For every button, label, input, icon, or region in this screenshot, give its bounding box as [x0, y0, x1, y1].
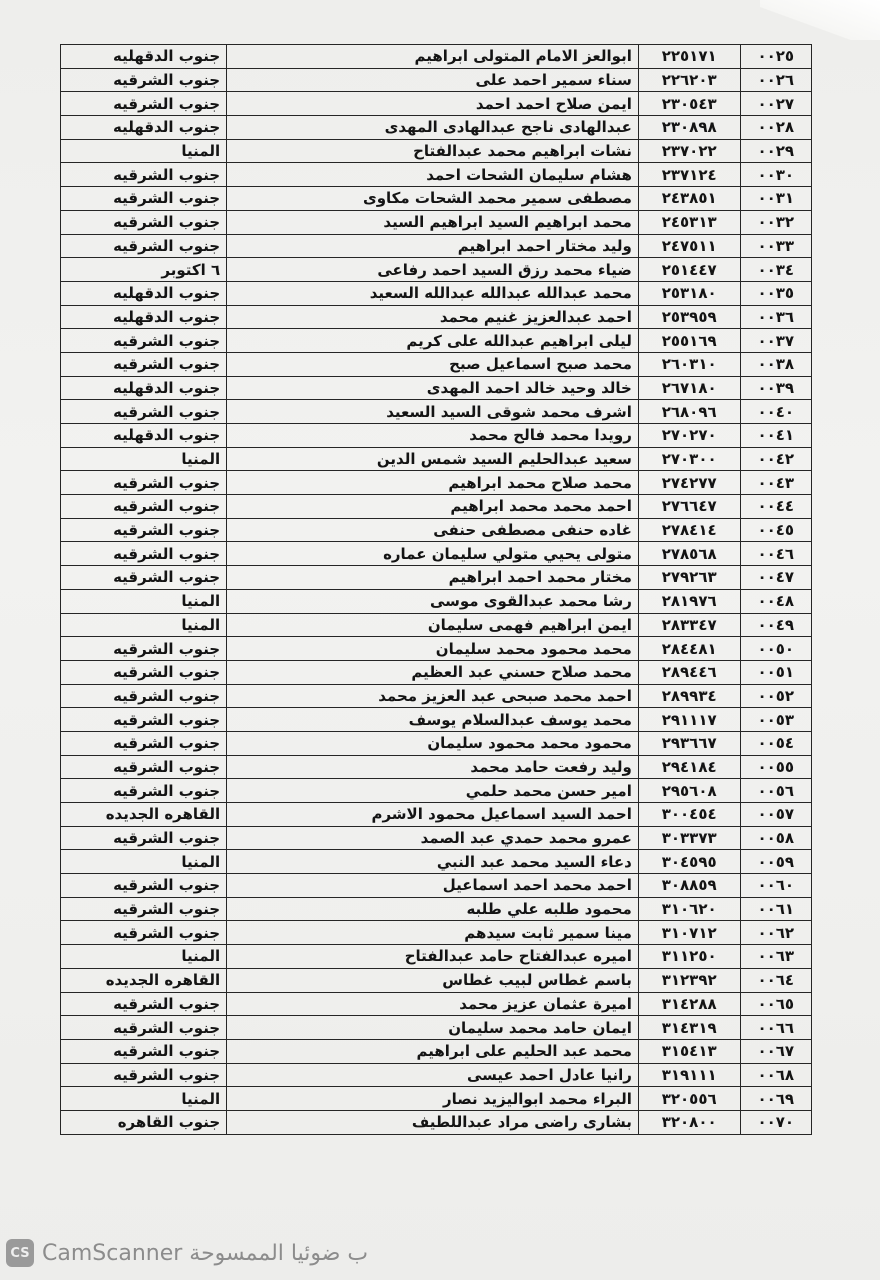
- table-row: [61, 1016, 812, 1040]
- table-row: [61, 471, 812, 495]
- region-cell: جنوب الشرقيه: [61, 1016, 227, 1040]
- serial-cell: ٠٠٢٦: [740, 68, 811, 92]
- region-cell: جنوب الشرقيه: [61, 755, 227, 779]
- name-cell: عمرو محمد حمدي عبد الصمد: [227, 826, 639, 850]
- serial-cell: ٠٠٢٩: [740, 139, 811, 163]
- table-row: [61, 352, 812, 376]
- serial-cell: ٠٠٦٩: [740, 1087, 811, 1111]
- serial-cell: ٠٠٤٠: [740, 400, 811, 424]
- name-cell: نشات ابراهيم محمد عبدالفتاح: [227, 139, 639, 163]
- region-cell: جنوب الشرقيه: [61, 210, 227, 234]
- code-cell: ٢٥٣٩٥٩: [638, 305, 740, 329]
- name-cell: سعيد عبدالحليم السيد شمس الدين: [227, 447, 639, 471]
- name-cell: اميرة عثمان عزيز محمد: [227, 992, 639, 1016]
- serial-cell: ٠٠٤٨: [740, 589, 811, 613]
- name-cell: محمد عبدالله عبدالله عبدالله السعيد: [227, 281, 639, 305]
- region-cell: جنوب الشرقيه: [61, 1039, 227, 1063]
- name-cell: مختار محمد احمد ابراهيم: [227, 566, 639, 590]
- code-cell: ٣٢٠٥٥٦: [638, 1087, 740, 1111]
- table-row: [61, 424, 812, 448]
- region-cell: جنوب الشرقيه: [61, 992, 227, 1016]
- name-cell: اشرف محمد شوقى السيد السعيد: [227, 400, 639, 424]
- region-cell: جنوب الشرقيه: [61, 495, 227, 519]
- code-cell: ٢٧٨٥٦٨: [638, 542, 740, 566]
- serial-cell: ٠٠٥٤: [740, 731, 811, 755]
- code-cell: ٢٢٥١٧١: [638, 45, 740, 69]
- region-cell: جنوب الدقهليه: [61, 376, 227, 400]
- code-cell: ٣١٠٧١٢: [638, 921, 740, 945]
- serial-cell: ٠٠٣٢: [740, 210, 811, 234]
- region-cell: جنوب الشرقيه: [61, 92, 227, 116]
- serial-cell: ٠٠٥٥: [740, 755, 811, 779]
- serial-cell: ٠٠٥٦: [740, 779, 811, 803]
- table-row: [61, 1087, 812, 1111]
- table-row: [61, 400, 812, 424]
- name-cell: محمد ابراهيم السيد ابراهيم السيد: [227, 210, 639, 234]
- serial-cell: ٠٠٦٨: [740, 1063, 811, 1087]
- serial-cell: ٠٠٢٨: [740, 116, 811, 140]
- serial-cell: ٠٠٥٧: [740, 803, 811, 827]
- region-cell: المنيا: [61, 613, 227, 637]
- region-cell: جنوب الشرقيه: [61, 874, 227, 898]
- region-cell: جنوب الدقهليه: [61, 305, 227, 329]
- table-row: [61, 116, 812, 140]
- table-row: [61, 660, 812, 684]
- name-cell: امير حسن محمد حلمي: [227, 779, 639, 803]
- code-cell: ٣٠٨٨٥٩: [638, 874, 740, 898]
- code-cell: ٢٧٩٢٦٣: [638, 566, 740, 590]
- serial-cell: ٠٠٤٥: [740, 518, 811, 542]
- watermark-text: CamScanner ب ضوئيا الممسوحة: [42, 1240, 369, 1266]
- table-row: [61, 139, 812, 163]
- serial-cell: ٠٠٤٦: [740, 542, 811, 566]
- code-cell: ٣١٠٦٢٠: [638, 897, 740, 921]
- code-cell: ٢٣٧٠٢٢: [638, 139, 740, 163]
- code-cell: ٣٠٣٣٧٣: [638, 826, 740, 850]
- region-cell: المنيا: [61, 447, 227, 471]
- name-cell: سناء سمير احمد على: [227, 68, 639, 92]
- region-cell: جنوب الشرقيه: [61, 1063, 227, 1087]
- table-row: [61, 613, 812, 637]
- serial-cell: ٠٠٤٢: [740, 447, 811, 471]
- code-cell: ٢٥٣١٨٠: [638, 281, 740, 305]
- code-cell: ٢٧٠٢٧٠: [638, 424, 740, 448]
- region-cell: المنيا: [61, 945, 227, 969]
- serial-cell: ٠٠٣٥: [740, 281, 811, 305]
- name-cell: دعاء السيد محمد عبد النبي: [227, 850, 639, 874]
- region-cell: جنوب الشرقيه: [61, 897, 227, 921]
- table-row: [61, 1063, 812, 1087]
- region-cell: جنوب الشرقيه: [61, 566, 227, 590]
- serial-cell: ٠٠٦٣: [740, 945, 811, 969]
- name-cell: وليد رفعت حامد محمد: [227, 755, 639, 779]
- code-cell: ٢٦٠٣١٠: [638, 352, 740, 376]
- serial-cell: ٠٠٦٠: [740, 874, 811, 898]
- table-row: [61, 187, 812, 211]
- code-cell: ٢٤٣٨٥١: [638, 187, 740, 211]
- name-cell: محمود محمد محمود سليمان: [227, 731, 639, 755]
- name-cell: احمد محمد محمد ابراهيم: [227, 495, 639, 519]
- code-cell: ٣١٤٣١٩: [638, 1016, 740, 1040]
- code-cell: ٣٠٤٥٩٥: [638, 850, 740, 874]
- region-cell: جنوب الشرقيه: [61, 187, 227, 211]
- table-row: [61, 992, 812, 1016]
- region-cell: القاهره الجديده: [61, 803, 227, 827]
- region-cell: القاهره الجديده: [61, 968, 227, 992]
- roster-table: [60, 44, 812, 1135]
- region-cell: جنوب الشرقيه: [61, 826, 227, 850]
- name-cell: اميره عبدالفتاح حامد عبدالفتاح: [227, 945, 639, 969]
- code-cell: ٢٨٤٤٨١: [638, 637, 740, 661]
- table-row: [61, 968, 812, 992]
- table-row: [61, 803, 812, 827]
- region-cell: جنوب الشرقيه: [61, 921, 227, 945]
- name-cell: احمد محمد صبحى عبد العزيز محمد: [227, 684, 639, 708]
- folded-corner: [760, 0, 880, 40]
- name-cell: احمد عبدالعزيز غنيم محمد: [227, 305, 639, 329]
- name-cell: عبدالهادى ناجح عبدالهادى المهدى: [227, 116, 639, 140]
- table-row: [61, 92, 812, 116]
- name-cell: متولى يحيي متولي سليمان عماره: [227, 542, 639, 566]
- code-cell: ٢٧٨٤١٤: [638, 518, 740, 542]
- code-cell: ٢٨١٩٧٦: [638, 589, 740, 613]
- serial-cell: ٠٠٣٣: [740, 234, 811, 258]
- region-cell: جنوب الدقهليه: [61, 281, 227, 305]
- table-row: [61, 163, 812, 187]
- name-cell: بشارى راضى مراد عبداللطيف: [227, 1110, 639, 1134]
- code-cell: ٣١١٢٥٠: [638, 945, 740, 969]
- code-cell: ٢٣٠٨٩٨: [638, 116, 740, 140]
- region-cell: جنوب الشرقيه: [61, 352, 227, 376]
- serial-cell: ٠٠٣٩: [740, 376, 811, 400]
- table-row: [61, 1039, 812, 1063]
- name-cell: ايمان حامد محمد سليمان: [227, 1016, 639, 1040]
- table-row: [61, 376, 812, 400]
- name-cell: محمد محمود محمد سليمان: [227, 637, 639, 661]
- code-cell: ٢٢٦٢٠٣: [638, 68, 740, 92]
- serial-cell: ٠٠٥٢: [740, 684, 811, 708]
- table-row: [61, 897, 812, 921]
- code-cell: ٣١٩١١١: [638, 1063, 740, 1087]
- code-cell: ٢٤٧٥١١: [638, 234, 740, 258]
- name-cell: محمد صلاح حسني عبد العظيم: [227, 660, 639, 684]
- region-cell: جنوب الشرقيه: [61, 708, 227, 732]
- serial-cell: ٠٠٦٥: [740, 992, 811, 1016]
- name-cell: محمد صلاح محمد ابراهيم: [227, 471, 639, 495]
- region-cell: المنيا: [61, 589, 227, 613]
- serial-cell: ٠٠٤٧: [740, 566, 811, 590]
- serial-cell: ٠٠٧٠: [740, 1110, 811, 1134]
- code-cell: ٣١٢٣٩٢: [638, 968, 740, 992]
- table-row: [61, 708, 812, 732]
- table-row: [61, 850, 812, 874]
- name-cell: ايمن ابراهيم فهمى سليمان: [227, 613, 639, 637]
- serial-cell: ٠٠٥١: [740, 660, 811, 684]
- serial-cell: ٠٠٦١: [740, 897, 811, 921]
- region-cell: جنوب الشرقيه: [61, 518, 227, 542]
- table-row: [61, 447, 812, 471]
- name-cell: مصطفى سمير محمد الشحات مكاوى: [227, 187, 639, 211]
- camscanner-logo-icon: CS: [6, 1239, 34, 1267]
- name-cell: رشا محمد عبدالقوى موسى: [227, 589, 639, 613]
- serial-cell: ٠٠٦٦: [740, 1016, 811, 1040]
- code-cell: ٢٩٥٦٠٨: [638, 779, 740, 803]
- serial-cell: ٠٠٦٤: [740, 968, 811, 992]
- name-cell: محمد يوسف عبدالسلام يوسف: [227, 708, 639, 732]
- table-row: [61, 755, 812, 779]
- code-cell: ٢٩١١١٧: [638, 708, 740, 732]
- name-cell: خالد وحيد خالد احمد المهدى: [227, 376, 639, 400]
- serial-cell: ٠٠٦٢: [740, 921, 811, 945]
- region-cell: جنوب الشرقيه: [61, 400, 227, 424]
- roster-body: [61, 45, 812, 1135]
- table-row: [61, 495, 812, 519]
- scanner-watermark: [6, 1238, 368, 1268]
- code-cell: ٢٩٤١٨٤: [638, 755, 740, 779]
- table-row: [61, 258, 812, 282]
- table-row: [61, 45, 812, 69]
- region-cell: جنوب الشرقيه: [61, 329, 227, 353]
- region-cell: جنوب الشرقيه: [61, 684, 227, 708]
- code-cell: ٢٨٩٤٤٦: [638, 660, 740, 684]
- name-cell: باسم غطاس لبيب غطاس: [227, 968, 639, 992]
- table-row: [61, 945, 812, 969]
- table-row: [61, 921, 812, 945]
- code-cell: ٢٦٨٠٩٦: [638, 400, 740, 424]
- table-row: [61, 684, 812, 708]
- serial-cell: ٠٠٣٧: [740, 329, 811, 353]
- serial-cell: ٠٠٣١: [740, 187, 811, 211]
- code-cell: ٣٢٠٨٠٠: [638, 1110, 740, 1134]
- code-cell: ٢٣٠٥٤٣: [638, 92, 740, 116]
- table-row: [61, 874, 812, 898]
- region-cell: جنوب الشرقيه: [61, 68, 227, 92]
- table-row: [61, 234, 812, 258]
- serial-cell: ٠٠٦٧: [740, 1039, 811, 1063]
- name-cell: احمد السيد اسماعيل محمود الاشرم: [227, 803, 639, 827]
- name-cell: محمد صبح اسماعيل صبح: [227, 352, 639, 376]
- code-cell: ٢٣٧١٢٤: [638, 163, 740, 187]
- name-cell: ليلى ابراهيم عبدالله على كريم: [227, 329, 639, 353]
- region-cell: جنوب الشرقيه: [61, 779, 227, 803]
- name-cell: غاده حنفى مصطفى حنفى: [227, 518, 639, 542]
- name-cell: محمد عبد الحليم على ابراهيم: [227, 1039, 639, 1063]
- serial-cell: ٠٠٤٣: [740, 471, 811, 495]
- region-cell: جنوب الشرقيه: [61, 542, 227, 566]
- table-row: [61, 1110, 812, 1134]
- table-row: [61, 68, 812, 92]
- serial-cell: ٠٠٤٤: [740, 495, 811, 519]
- code-cell: ٢٧٦٦٤٧: [638, 495, 740, 519]
- code-cell: ٢٧٤٢٧٧: [638, 471, 740, 495]
- name-cell: وليد مختار احمد ابراهيم: [227, 234, 639, 258]
- serial-cell: ٠٠٣٨: [740, 352, 811, 376]
- name-cell: ضياء محمد رزق السيد احمد رفاعى: [227, 258, 639, 282]
- name-cell: ابوالعز الامام المتولى ابراهيم: [227, 45, 639, 69]
- name-cell: محمود طلبه علي طلبه: [227, 897, 639, 921]
- name-cell: ايمن صلاح احمد احمد: [227, 92, 639, 116]
- code-cell: ٣١٥٤١٣: [638, 1039, 740, 1063]
- code-cell: ٣١٤٢٨٨: [638, 992, 740, 1016]
- region-cell: المنيا: [61, 1087, 227, 1111]
- code-cell: ٢٧٠٣٠٠: [638, 447, 740, 471]
- code-cell: ٢٨٩٩٣٤: [638, 684, 740, 708]
- table-row: [61, 637, 812, 661]
- serial-cell: ٠٠٤١: [740, 424, 811, 448]
- code-cell: ٣٠٠٤٥٤: [638, 803, 740, 827]
- serial-cell: ٠٠٣٦: [740, 305, 811, 329]
- region-cell: جنوب الدقهليه: [61, 424, 227, 448]
- region-cell: جنوب الشرقيه: [61, 163, 227, 187]
- table-row: [61, 518, 812, 542]
- code-cell: ٢٤٥٣١٣: [638, 210, 740, 234]
- region-cell: جنوب الشرقيه: [61, 234, 227, 258]
- region-cell: جنوب الشرقيه: [61, 471, 227, 495]
- name-cell: هشام سليمان الشحات احمد: [227, 163, 639, 187]
- serial-cell: ٠٠٤٩: [740, 613, 811, 637]
- table-row: [61, 826, 812, 850]
- region-cell: جنوب القاهره: [61, 1110, 227, 1134]
- table-row: [61, 305, 812, 329]
- serial-cell: ٠٠٥٩: [740, 850, 811, 874]
- region-cell: جنوب الشرقيه: [61, 637, 227, 661]
- table-row: [61, 329, 812, 353]
- region-cell: جنوب الدقهليه: [61, 116, 227, 140]
- table-row: [61, 210, 812, 234]
- code-cell: ٢٥١٤٤٧: [638, 258, 740, 282]
- serial-cell: ٠٠٢٥: [740, 45, 811, 69]
- serial-cell: ٠٠٣٤: [740, 258, 811, 282]
- region-cell: جنوب الشرقيه: [61, 660, 227, 684]
- serial-cell: ٠٠٣٠: [740, 163, 811, 187]
- code-cell: ٢٥٥١٦٩: [638, 329, 740, 353]
- table-row: [61, 566, 812, 590]
- region-cell: المنيا: [61, 850, 227, 874]
- code-cell: ٢٨٣٣٤٧: [638, 613, 740, 637]
- code-cell: ٢٦٧١٨٠: [638, 376, 740, 400]
- name-cell: مينا سمير ثابت سيدهم: [227, 921, 639, 945]
- table-row: [61, 731, 812, 755]
- region-cell: المنيا: [61, 139, 227, 163]
- table-row: [61, 542, 812, 566]
- table-row: [61, 779, 812, 803]
- name-cell: رانيا عادل احمد عيسى: [227, 1063, 639, 1087]
- serial-cell: ٠٠٥٣: [740, 708, 811, 732]
- table-row: [61, 589, 812, 613]
- name-cell: احمد محمد احمد اسماعيل: [227, 874, 639, 898]
- region-cell: جنوب الدقهليه: [61, 45, 227, 69]
- name-cell: البراء محمد ابواليزيد نصار: [227, 1087, 639, 1111]
- name-cell: رويدا محمد فالح محمد: [227, 424, 639, 448]
- serial-cell: ٠٠٢٧: [740, 92, 811, 116]
- serial-cell: ٠٠٥٨: [740, 826, 811, 850]
- table-row: [61, 281, 812, 305]
- region-cell: ٦ اكتوبر: [61, 258, 227, 282]
- serial-cell: ٠٠٥٠: [740, 637, 811, 661]
- code-cell: ٢٩٣٦٦٧: [638, 731, 740, 755]
- region-cell: جنوب الشرقيه: [61, 731, 227, 755]
